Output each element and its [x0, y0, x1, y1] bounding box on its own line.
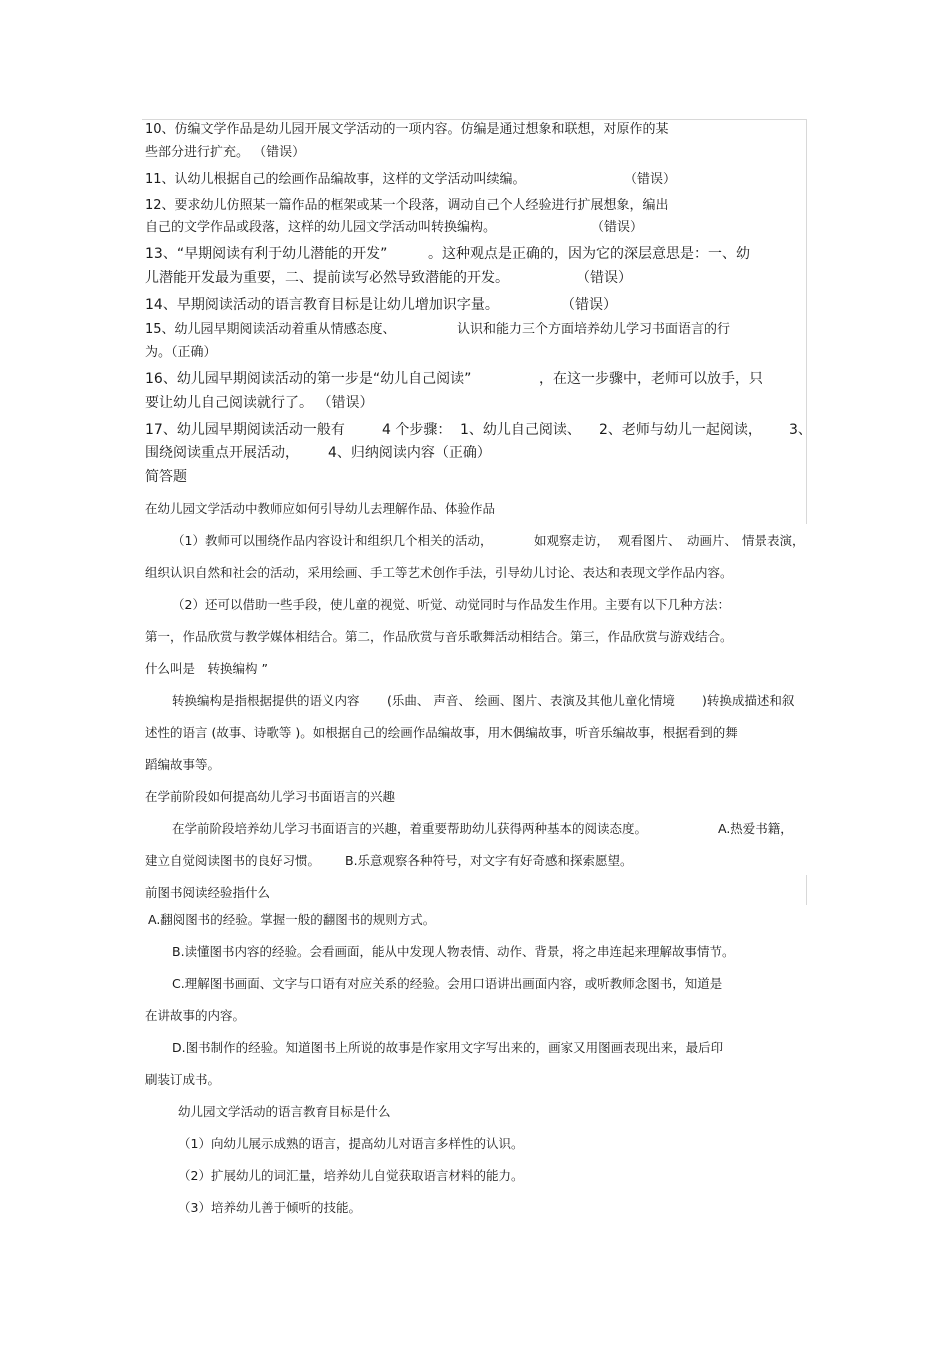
- q15-line-1b: 认识和能力三个方面培养幼儿学习书面语言的行: [457, 322, 731, 337]
- q10-line-1: 10、仿编文学作品是幼儿园开展文学活动的一项内容。仿编是通过想象和联想，对原作的某: [145, 122, 669, 137]
- a4-item-c-line-2: 在讲故事的内容。: [145, 1008, 246, 1023]
- q17-line-1b: 4 个步骤：: [382, 422, 452, 438]
- q13-line-2: 儿潜能开发最为重要，二、提前读写必然导致潜能的开发。: [145, 270, 509, 286]
- q16-line-1b: ，在这一步骤中，老师可以放手，只: [539, 371, 763, 387]
- a4-item-b: B.读懂图书内容的经验。会看画面，能从中发现人物表情、动作、背景，将之串连起来理解故事情节。: [172, 944, 735, 959]
- a2-line-1c: )转换成描述和叙: [702, 693, 795, 708]
- a1-p2-line-1: （2）还可以借助一些手段，使儿童的视觉、听觉、动觉同时与作品发生作用。主要有以下几种方法：: [172, 597, 730, 612]
- a4-item-d-line-2: 刷装订成书。: [145, 1072, 221, 1087]
- q13-answer: （错误）: [576, 270, 632, 286]
- q16-line-1a: 16、幼儿园早期阅读活动的第一步是“幼儿自己阅读”: [145, 371, 472, 387]
- a2-line-3: 蹈编故事等。: [145, 757, 221, 772]
- section-title: 简答题: [145, 469, 187, 485]
- q11-text: 11、认幼儿根据自己的绘画作品编故事，这样的文学活动叫续编。: [145, 172, 526, 187]
- q17-line-1d: 2、老师与幼儿一起阅读，: [599, 422, 762, 438]
- a3-question: 在学前阶段如何提高幼儿学习书面语言的兴趣: [145, 789, 396, 804]
- q14-text: 14、早期阅读活动的语言教育目标是让幼儿增加识字量。: [145, 297, 499, 313]
- a3-line-1a: 在学前阶段培养幼儿学习书面语言的兴趣，着重要帮助幼儿获得两种基本的阅读态度。: [172, 821, 648, 836]
- a1-p1-line-1c: 观看图片、: [618, 533, 681, 548]
- q17-line-2b: 4、归纳阅读内容（正确）: [328, 445, 491, 461]
- frame-right-line-lower: [806, 875, 807, 905]
- q13-line-1b: 。这种观点是正确的，因为它的深层意思是：一、幼: [428, 246, 750, 262]
- q10-line-2: 些部分进行扩充。 （错误）: [145, 145, 306, 160]
- q17-line-1c: 1、幼儿自己阅读、: [460, 422, 581, 438]
- a4-item-c-line-1: C.理解图书画面、文字与口语有对应关系的经验。会用口语讲出画面内容，或听教师念图书，知道是: [172, 976, 723, 991]
- a1-question: 在幼儿园文学活动中教师应如何引导幼儿去理解作品、体验作品: [145, 501, 496, 516]
- a2-line-2: 述性的语言 (故事、诗歌等 )。如根据自己的绘画作品编故事，用木偶编故事，听音乐编故事，根据看到的舞: [145, 725, 738, 740]
- q11-answer: （错误）: [624, 172, 677, 187]
- a5-item-3: （3）培养幼儿善于倾听的技能。: [178, 1200, 361, 1215]
- a1-p2-line-2: 第一，作品欣赏与教学媒体相结合。第二，作品欣赏与音乐歌舞活动相结合。第三，作品欣赏与游戏结合。: [145, 629, 733, 644]
- a3-line-2a: 建立自觉阅读图书的良好习惯。: [145, 853, 321, 868]
- a1-p1-line-1a: （1）教师可以围绕作品内容设计和组织几个相关的活动，: [172, 533, 493, 548]
- q12-line-2: 自己的文学作品或段落，这样的幼儿园文学活动叫转换编构。: [145, 220, 497, 235]
- a5-item-1: （1）向幼儿展示成熟的语言，提高幼儿对语言多样性的认识。: [178, 1136, 524, 1151]
- q13-line-1a: 13、“早期阅读有利于幼儿潜能的开发”: [145, 246, 388, 262]
- a1-p1-line-1e: 情景表演，: [742, 533, 805, 548]
- frame-right-line-upper: [806, 119, 807, 524]
- a5-item-2: （2）扩展幼儿的词汇量，培养幼儿自觉获取语言材料的能力。: [178, 1168, 524, 1183]
- q12-line-1: 12、要求幼儿仿照某一篇作品的框架或某一个段落，调动自己个人经验进行扩展想象，编出: [145, 198, 669, 213]
- frame-top-line: [142, 119, 807, 120]
- a2-question: 什么叫是 转换编构 ”: [145, 661, 268, 676]
- q16-line-2: 要让幼儿自己阅读就行了。 （错误）: [145, 395, 374, 411]
- a3-line-1b: A.热爱书籍，: [718, 821, 793, 836]
- a1-p1-line-1d: 动画片、: [687, 533, 738, 548]
- a3-line-2b: B.乐意观察各种符号，对文字有好奇感和探索愿望。: [345, 853, 633, 868]
- q17-line-2a: 围绕阅读重点开展活动，: [145, 445, 299, 461]
- q12-answer: （错误）: [591, 220, 644, 235]
- a2-line-1b: (乐曲、 声音、 绘画、图片、表演及其他儿童化情境: [387, 693, 675, 708]
- a2-line-1a: 转换编构是指根据提供的语义内容: [172, 693, 360, 708]
- a4-item-a: A.翻阅图书的经验。掌握一般的翻图书的规则方式。: [148, 912, 436, 927]
- q15-line-2: 为。（正确）: [145, 345, 217, 360]
- a4-question: 前图书阅读经验指什么: [145, 885, 271, 900]
- q14-answer: （错误）: [561, 297, 617, 313]
- a1-p1-line-1b: 如观察走访，: [534, 533, 610, 548]
- a4-item-d-line-1: D.图书制作的经验。知道图书上所说的故事是作家用文字写出来的，画家又用图画表现出来，最后印: [172, 1040, 724, 1055]
- a5-question: 幼儿园文学活动的语言教育目标是什么: [178, 1104, 391, 1119]
- q17-line-1a: 17、幼儿园早期阅读活动一般有: [145, 422, 345, 438]
- a1-p1-line-2: 组织认识自然和社会的活动，采用绘画、手工等艺术创作手法，引导幼儿讨论、表达和表现文学作品内容。: [145, 565, 733, 580]
- q15-line-1a: 15、幼儿园早期阅读活动着重从情感态度、: [145, 322, 396, 337]
- q17-line-1e: 3、: [789, 422, 812, 438]
